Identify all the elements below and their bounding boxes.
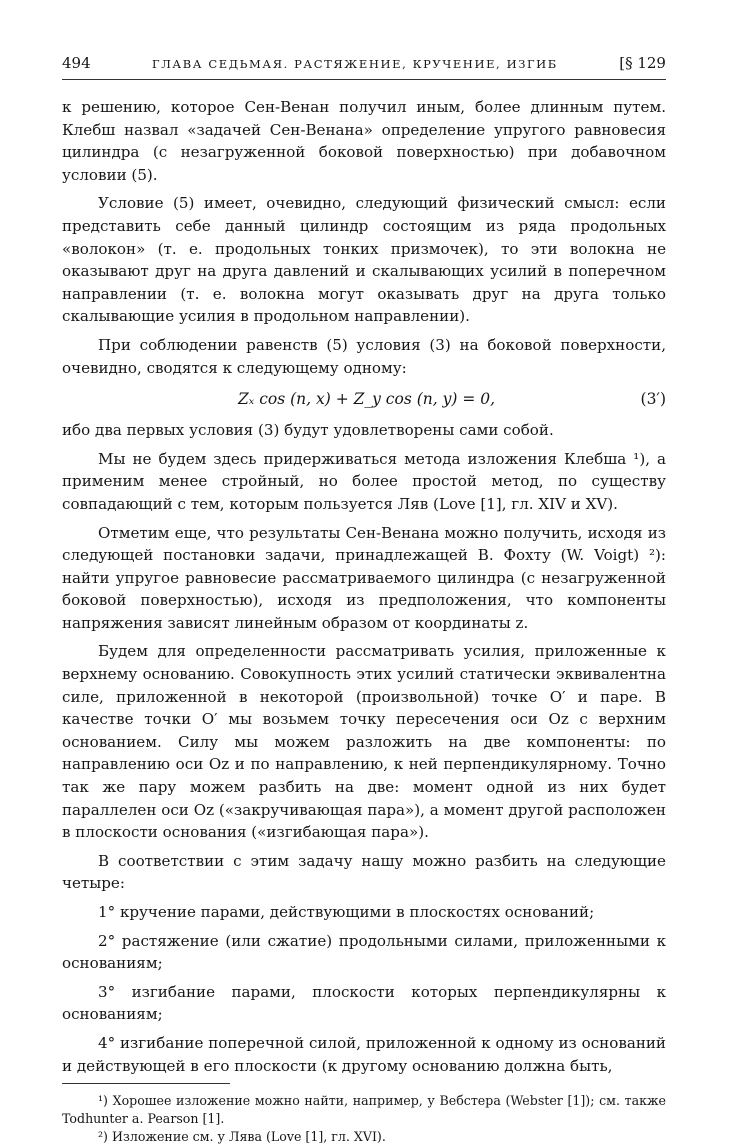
- list-item: 2° растяжение (или сжатие) продольными силами, приложенными к основаниям;: [62, 931, 666, 973]
- page: [62, 54, 666, 1146]
- equation-number: (3′): [640, 390, 666, 409]
- paragraph: В соответствии с этим задачу нашу можно разбить на следующие четыре:: [62, 851, 666, 893]
- paragraph: Условие (5) имеет, очевидно, следующий физический смысл: если представить себе данный цилиндр состоящим из ряда продольных «волокон» (т. е. продольных тонких призмочек), то эти волокна не оказывают друг на друга давлений и скалывающих усилий в поперечном направлении (т. е. волокна могут оказывать друг на друга только скалывающие усилия в продольном направлении).: [62, 194, 666, 326]
- equation-expression: Zₓ cos (n, x) + Z_y cos (n, y) = 0,: [238, 390, 496, 409]
- equation-3-prime: [62, 385, 666, 415]
- page-number: 494: [62, 54, 91, 72]
- paragraph: к решению, которое Сен-Венан получил иным, более длинным путем. Клебш назвал «задачей Сен-Венана» определение упругого равновесия цилиндра (с незагруженной боковой поверхностью) при добавочном условии (5).: [62, 98, 666, 184]
- list-item: 4° изгибание поперечной силой, приложенной к одному из оснований и действующей в его плоскости (к другому основанию должна быть,: [62, 1033, 666, 1075]
- footnote-divider: [62, 1083, 230, 1084]
- paragraph: При соблюдении равенств (5) условия (3) на боковой поверхности, очевидно, сводятся к следующему одному:: [62, 335, 666, 377]
- chapter-title: ГЛАВА СЕДЬМАЯ. РАСТЯЖЕНИЕ, КРУЧЕНИЕ, ИЗГИБ: [151, 57, 558, 71]
- list-item: 3° изгибание парами, плоскости которых перпендикулярны к основаниям;: [62, 982, 666, 1024]
- paragraph: Мы не будем здесь придерживаться метода изложения Клебша ¹), а применим менее стройный, но более простой метод, по существу совпадающий с тем, которым пользуется Ляв (Love [1], гл. XIV и XV).: [62, 449, 666, 513]
- section-number: [§ 129: [619, 54, 666, 72]
- footnote: ¹) Хорошее изложение можно найти, например, у Вебстера (Webster [1]); см. также Todhunter a. Pearson [1].: [62, 1093, 666, 1127]
- paragraph: Отметим еще, что результаты Сен-Венана можно получить, исходя из следующей постановки задачи, принадлежащей В. Фохту (W. Voigt) ²): найти упругое равновесие рассматриваемого цилиндра (с незагруженной боковой поверхностью), исходя из предположения, что компоненты напряжения зависят линейным образом от координаты z.: [62, 523, 666, 632]
- footnotes: [62, 1092, 666, 1146]
- list-item: 1° кручение парами, действующими в плоскостях оснований;: [98, 903, 595, 921]
- main-text: [62, 96, 666, 1077]
- paragraph: ибо два первых условия (3) будут удовлетворены сами собой.: [62, 421, 554, 440]
- paragraph: Будем для определенности рассматривать усилия, приложенные к верхнему основанию. Совокупность этих усилий статически эквивалентна силе, приложенной в некоторой (произвольной) точке O′ и паре. В качестве точки O′ мы возьмем точку пересечения оси Oz с верхним основанием. Силу мы можем разложить на две компоненты: по направлению оси Oz и по направлению, к ней перпендикулярному. Точно так же пару можем разбить на две: момент одной из них будет параллелен оси Oz («закручивающая пара»), а момент другой расположен в плоскости основания («изгибающая пара»).: [62, 642, 666, 842]
- running-header: [62, 54, 666, 80]
- footnote: ²) Изложение см. у Лява (Love [1], гл. XVI).: [98, 1129, 386, 1145]
